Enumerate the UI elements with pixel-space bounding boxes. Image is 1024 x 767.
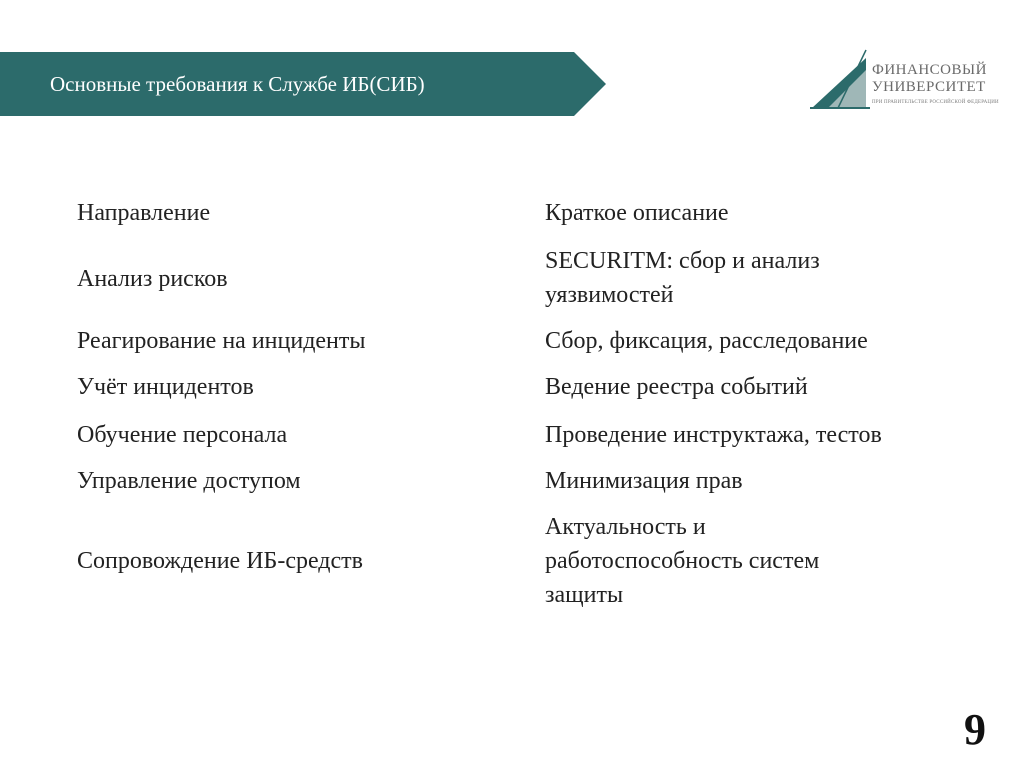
university-logo	[808, 48, 1008, 114]
slide-title: Основные требования к Службе ИБ(СИБ)	[50, 72, 425, 96]
logo-line-3: ПРИ ПРАВИТЕЛЬСТВЕ РОССИЙСКОЙ ФЕДЕРАЦИИ	[872, 100, 999, 105]
row-6-direction: Сопровождение ИБ-средств	[77, 548, 363, 574]
logo-line-2: УНИВЕРСИТЕТ	[872, 79, 986, 95]
row-1-description-line-1: SECURITM: сбор и анализ	[545, 248, 820, 274]
row-4-direction: Обучение персонала	[77, 422, 288, 448]
column-header-description: Краткое описание	[545, 200, 729, 226]
logo-emblem-icon	[808, 48, 872, 114]
row-1-direction: Анализ рисков	[77, 266, 228, 292]
column-header-direction: Направление	[77, 200, 211, 226]
row-2-description: Сбор, фиксация, расследование	[545, 328, 868, 354]
row-1-description-line-2: уязвимостей	[545, 282, 674, 308]
row-6-description-line-1: Актуальность и	[545, 514, 706, 540]
row-3-description: Ведение реестра событий	[545, 374, 808, 400]
row-5-direction: Управление доступом	[77, 468, 301, 494]
row-6-description-line-2: работоспособность систем	[545, 548, 820, 574]
row-5-description: Минимизация прав	[545, 468, 743, 494]
title-banner	[0, 52, 606, 116]
row-4-description: Проведение инструктажа, тестов	[545, 422, 882, 448]
logo-line-1: ФИНАНСОВЫЙ	[872, 62, 987, 78]
row-3-direction: Учёт инцидентов	[77, 374, 254, 400]
row-6-description-line-3: защиты	[545, 582, 624, 608]
slide-number: 9	[964, 705, 986, 754]
row-2-direction: Реагирование на инциденты	[77, 328, 366, 354]
